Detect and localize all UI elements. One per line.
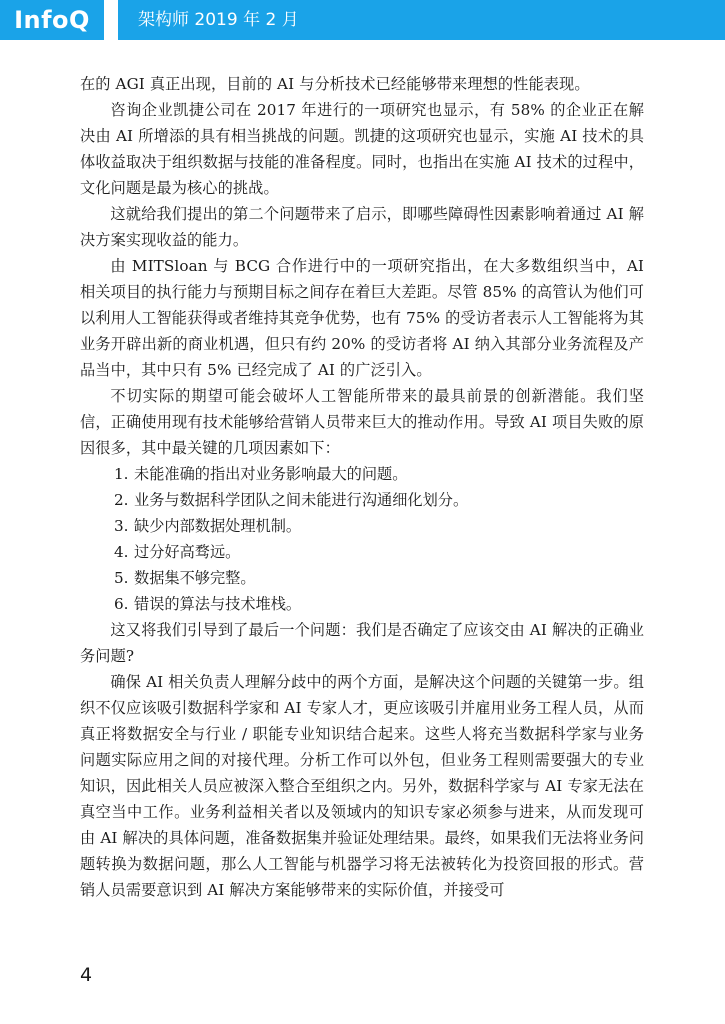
brand-logo: InfoQ — [0, 0, 104, 40]
list-number: 5. — [114, 569, 129, 587]
list-text: 缺少内部数据处理机制。 — [134, 517, 302, 535]
paragraph: 不切实际的期望可能会破坏人工智能所带来的最具前景的创新潜能。我们坚信，正确使用现有技术能够给营销人员带来巨大的推动作用。导致 AI 项目失败的原因很多，其中最关键的几项因素如下： — [80, 387, 644, 457]
list-item — [80, 565, 644, 591]
issue-title: 架构师 2019 年 2 月 — [118, 0, 725, 40]
list-item — [80, 487, 644, 513]
article-body — [80, 71, 644, 903]
paragraph: 在的 AGI 真正出现，目前的 AI 与分析技术已经能够带来理想的性能表现。 — [80, 75, 590, 93]
paragraph: 这又将我们引导到了最后一个问题：我们是否确定了应该交由 AI 解决的正确业务问题? — [80, 621, 644, 665]
list-number: 6. — [114, 595, 129, 613]
list-number: 1. — [114, 465, 129, 483]
list-text: 未能准确的指出对业务影响最大的问题。 — [134, 465, 408, 483]
list-text: 过分好高骛远。 — [134, 543, 241, 561]
page-number: 4 — [80, 964, 93, 986]
list-item — [80, 513, 644, 539]
list-text: 业务与数据科学团队之间未能进行沟通细化划分。 — [134, 491, 469, 509]
list-number: 2. — [114, 491, 129, 509]
list-item — [80, 539, 644, 565]
paragraph: 咨询企业凯捷公司在 2017 年进行的一项研究也显示，有 58% 的企业正在解决由 AI 所增添的具有相当挑战的问题。凯捷的这项研究也显示，实施 AI 技术的具体收益取决于组织数据与技能的准备程度。同时，也指出在实施 AI 技术的过程中，文化问题是最为核心的挑战。 — [80, 101, 644, 197]
list-number: 3. — [114, 517, 129, 535]
paragraph: 由 MITSloan 与 BCG 合作进行中的一项研究指出，在大多数组织当中，AI 相关项目的执行能力与预期目标之间存在着巨大差距。尽管 85% 的高管认为他们可以利用人工智能获得或者维持其竞争优势，也有 75% 的受访者表示人工智能将为其业务开辟出新的商业机遇，但只有约 20% 的受访者将 AI 纳入其部分业务流程及产品当中，其中只有 5% 已经完成了 AI 的广泛引入。 — [80, 257, 644, 379]
list-text: 错误的算法与技术堆栈。 — [134, 595, 302, 613]
paragraph: 这就给我们提出的第二个问题带来了启示，即哪些障碍性因素影响着通过 AI 解决方案实现收益的能力。 — [80, 205, 644, 249]
list-item — [80, 591, 644, 617]
failure-factors-list — [80, 461, 644, 617]
list-number: 4. — [114, 543, 129, 561]
page-header — [0, 0, 725, 40]
paragraph: 确保 AI 相关负责人理解分歧中的两个方面，是解决这个问题的关键第一步。组织不仅应该吸引数据科学家和 AI 专家人才，更应该吸引并雇用业务工程人员，从而真正将数据安全与行业 / 职能专业知识结合起来。这些人将充当数据科学家与业务问题实际应用之间的对接代理。分析工作可以外包，但业务工程则需要强大的专业知识，因此相关人员应被深入整合至组织之内。另外，数据科学家与 AI 专家无法在真空当中工作。业务利益相关者以及领域内的知识专家必须参与进来，从而发现可由 AI 解决的具体问题，准备数据集并验证处理结果。最终，如果我们无法将业务问题转换为数据问题，那么人工智能与机器学习将无法被转化为投资回报的形式。营销人员需要意识到 AI 解决方案能够带来的实际价值，并接受可 — [80, 673, 644, 899]
list-item — [80, 461, 644, 487]
list-text: 数据集不够完整。 — [134, 569, 256, 587]
